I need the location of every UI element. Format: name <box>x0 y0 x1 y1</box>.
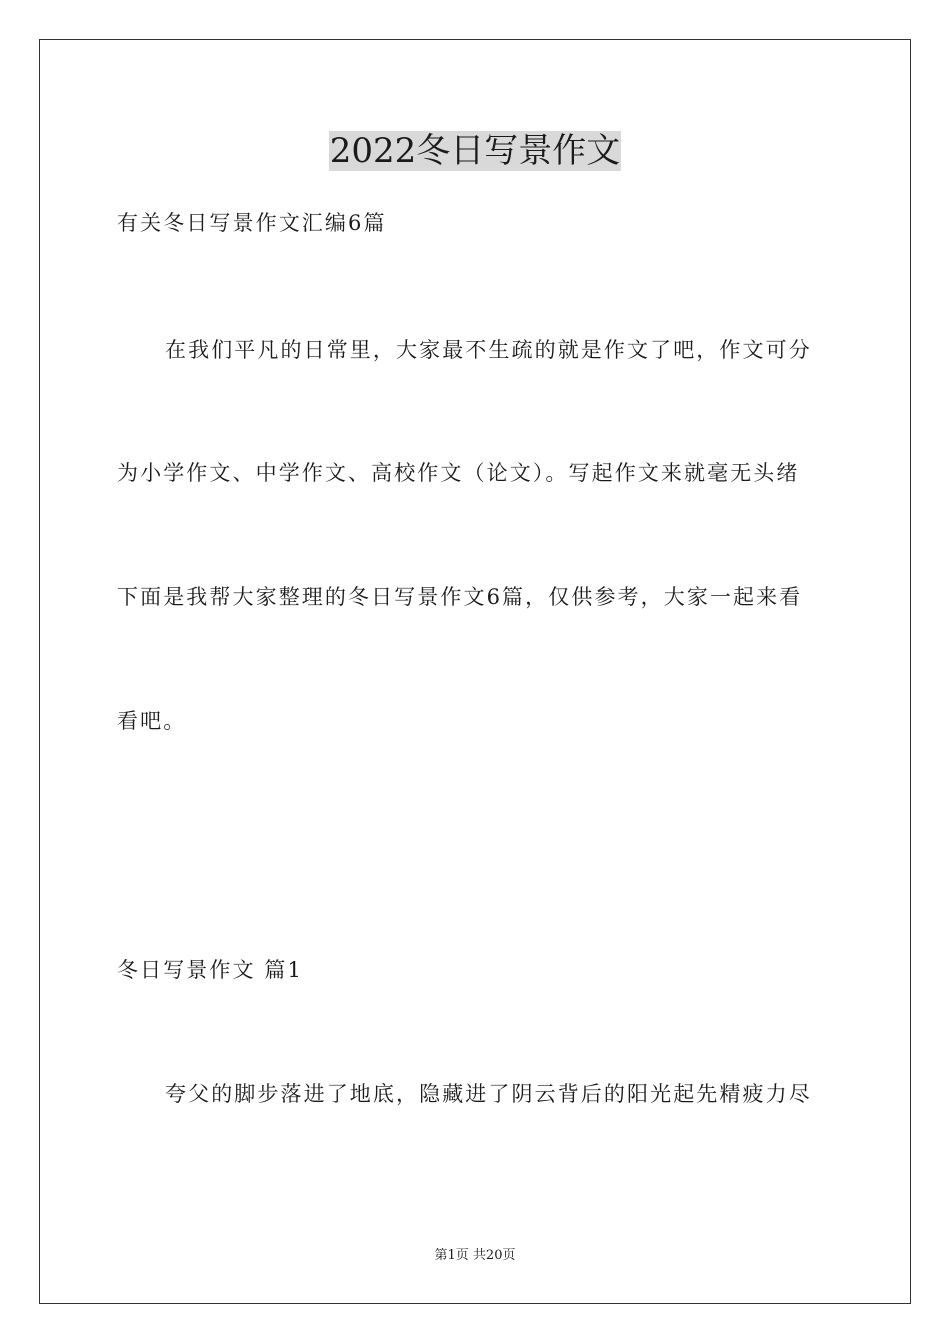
intro-line: 看吧。 <box>117 709 187 733</box>
document-title <box>0 129 950 173</box>
intro-line: 下面是我帮大家整理的冬日写景作文6篇，仅供参考，大家一起来看 <box>117 585 803 609</box>
intro-line: 为小学作文、中学作文、高校作文（论文）。写起作文来就毫无头绪 <box>117 461 800 485</box>
section-heading: 冬日写景作文 篇1 <box>117 958 303 982</box>
document-subtitle: 有关冬日写景作文汇编6篇 <box>117 211 387 235</box>
page-footer: 第1页 共20页 <box>434 1248 516 1263</box>
section-line: 夸父的脚步落进了地底，隐藏进了阴云背后的阳光起先精疲力尽 <box>165 1082 812 1106</box>
intro-line: 在我们平凡的日常里，大家最不生疏的就是作文了吧，作文可分 <box>165 338 812 362</box>
document-title-text: 2022冬日写景作文 <box>329 131 621 171</box>
